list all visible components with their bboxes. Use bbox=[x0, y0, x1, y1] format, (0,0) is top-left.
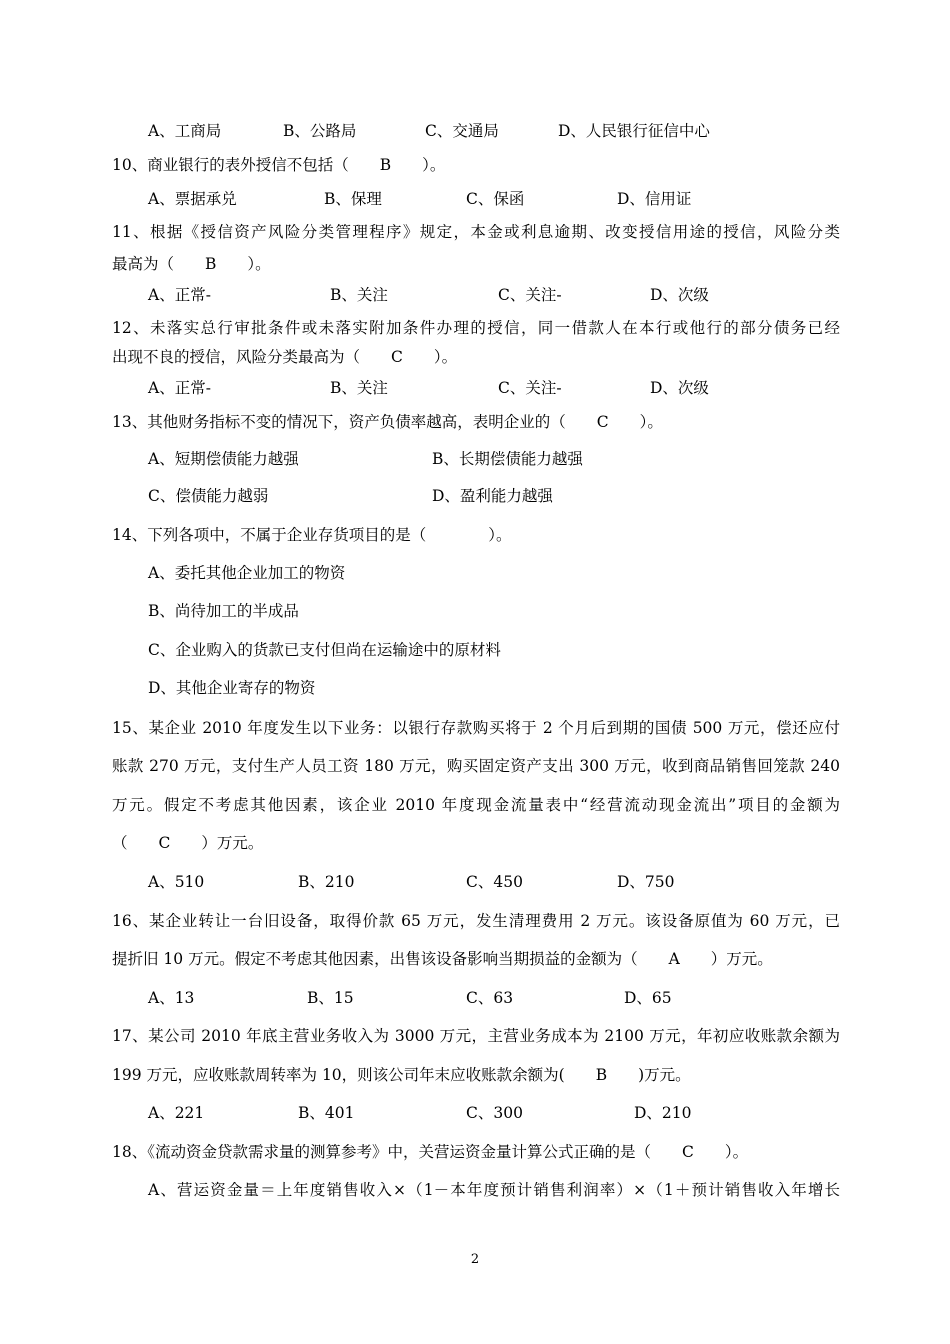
q12-stem-line2: 出现不良的授信，风险分类最高为（ C ）。 bbox=[112, 348, 458, 366]
q16-option-b: B、15 bbox=[307, 989, 354, 1007]
q16-option-d: D、65 bbox=[624, 989, 672, 1007]
q16-stem-line2: 提折旧 10 万元。假定不考虑其他因素，出售该设备影响当期损益的金额为（ A ）万元。 bbox=[112, 950, 773, 968]
q15-stem-line4: （ C ）万元。 bbox=[112, 834, 264, 852]
q9-option-a: A、工商局 bbox=[148, 122, 222, 140]
q17-options bbox=[0, 1103, 950, 1123]
q13-option-d: D、盈利能力越强 bbox=[432, 487, 553, 505]
q11-options bbox=[0, 285, 950, 305]
q10-stem: 10、商业银行的表外授信不包括（ B ）。 bbox=[112, 156, 446, 174]
q17-option-c: C、300 bbox=[466, 1104, 523, 1122]
q9-option-d: D、人民银行征信中心 bbox=[558, 122, 710, 140]
q10-option-d: D、信用证 bbox=[617, 190, 692, 208]
q16-stem-line1: 16、某企业转让一台旧设备，取得价款 65 万元，发生清理费用 2 万元。该设备原值为 60 万元，已 bbox=[112, 912, 840, 930]
q9-option-b: B、公路局 bbox=[283, 122, 357, 140]
q11-option-b: B、关注 bbox=[330, 286, 388, 304]
q11-stem-line2: 最高为（ B ）。 bbox=[112, 255, 271, 273]
q17-option-d: D、210 bbox=[634, 1104, 692, 1122]
q13-options-row2 bbox=[0, 486, 950, 506]
q13-option-a: A、短期偿债能力越强 bbox=[148, 450, 299, 468]
q13-option-c: C、偿债能力越弱 bbox=[148, 487, 269, 505]
q10-options bbox=[0, 189, 950, 209]
q12-stem-line1: 12、未落实总行审批条件或未落实附加条件办理的授信，同一借款人在本行或他行的部分债务已经 bbox=[112, 319, 840, 337]
q11-option-a: A、正常- bbox=[148, 286, 211, 304]
q18-option-a: A、营运资金量＝上年度销售收入×（1－本年度预计销售利润率）×（1＋预计销售收入年增长 bbox=[148, 1181, 840, 1199]
q15-stem-line3: 万元。假定不考虑其他因素，该企业 2010 年度现金流量表中“经营流动现金流出”项目的金额为 bbox=[112, 796, 840, 814]
q10-option-a: A、票据承兑 bbox=[148, 190, 237, 208]
q11-option-d: D、次级 bbox=[650, 286, 709, 304]
q12-options bbox=[0, 378, 950, 398]
q17-stem-line1: 17、某公司 2010 年底主营业务收入为 3000 万元，主营业务成本为 2100 万元，年初应收账款余额为 bbox=[112, 1027, 840, 1045]
q15-option-c: C、450 bbox=[466, 873, 523, 891]
q14-option-b: B、尚待加工的半成品 bbox=[148, 602, 299, 620]
q13-option-b: B、长期偿债能力越强 bbox=[432, 450, 583, 468]
q11-option-c: C、关注- bbox=[498, 286, 562, 304]
page-number: 2 bbox=[470, 1252, 480, 1267]
q12-option-a: A、正常- bbox=[148, 379, 211, 397]
q15-option-b: B、210 bbox=[298, 873, 355, 891]
q15-options bbox=[0, 872, 950, 892]
q17-option-a: A、221 bbox=[148, 1104, 205, 1122]
q18-stem: 18、《流动资金贷款需求量的测算参考》中，关营运资金量计算公式正确的是（ C ）。 bbox=[112, 1143, 749, 1161]
q14-option-c: C、企业购入的货款已支付但尚在运输途中的原材料 bbox=[148, 641, 501, 659]
q14-option-a: A、委托其他企业加工的物资 bbox=[148, 564, 346, 582]
q16-options bbox=[0, 988, 950, 1008]
q9-options bbox=[0, 121, 950, 141]
q9-option-c: C、交通局 bbox=[425, 122, 499, 140]
q16-option-c: C、63 bbox=[466, 989, 514, 1007]
q12-option-c: C、关注- bbox=[498, 379, 562, 397]
q10-option-b: B、保理 bbox=[324, 190, 382, 208]
q13-stem: 13、其他财务指标不变的情况下，资产负债率越高，表明企业的（ C ）。 bbox=[112, 413, 663, 431]
q15-stem-line2: 账款 270 万元，支付生产人员工资 180 万元，购买固定资产支出 300 万元，收到商品销售回笼款 240 bbox=[112, 757, 840, 775]
q15-option-a: A、510 bbox=[148, 873, 205, 891]
q17-stem-line2: 199 万元，应收账款周转率为 10，则该公司年末应收账款余额为( B )万元。 bbox=[112, 1066, 691, 1084]
q15-stem-line1: 15、某企业 2010 年度发生以下业务：以银行存款购买将于 2 个月后到期的国债 500 万元，偿还应付 bbox=[112, 719, 840, 737]
q13-options-row1 bbox=[0, 449, 950, 469]
q11-stem-line1: 11、根据《授信资产风险分类管理程序》规定，本金或利息逾期、改变授信用途的授信，风险分类 bbox=[112, 223, 840, 241]
q14-stem: 14、下列各项中，不属于企业存货项目的是（ ）。 bbox=[112, 526, 512, 544]
q14-option-d: D、其他企业寄存的物资 bbox=[148, 679, 316, 697]
q16-option-a: A、13 bbox=[148, 989, 195, 1007]
q10-option-c: C、保函 bbox=[466, 190, 525, 208]
q15-option-d: D、750 bbox=[617, 873, 675, 891]
q17-option-b: B、401 bbox=[298, 1104, 355, 1122]
q12-option-d: D、次级 bbox=[650, 379, 709, 397]
q12-option-b: B、关注 bbox=[330, 379, 388, 397]
